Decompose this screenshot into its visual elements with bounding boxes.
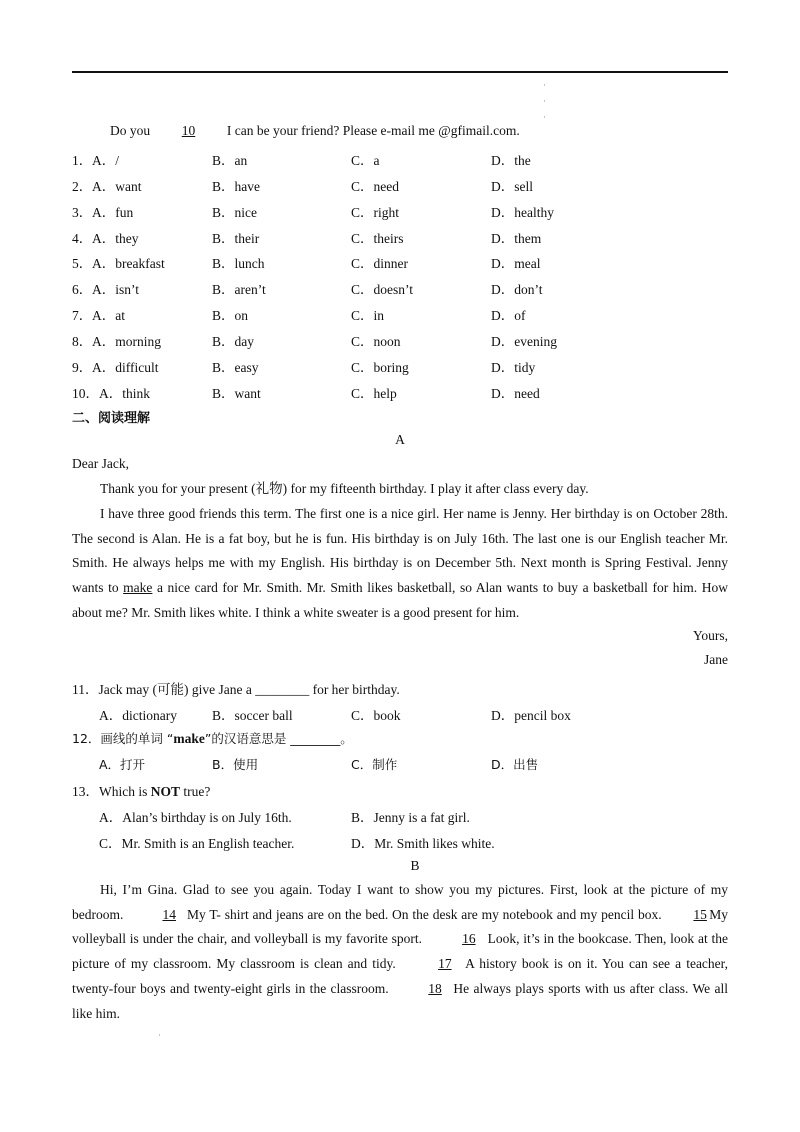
option-c: C．help [351, 386, 397, 401]
option-d: D．meal [491, 256, 541, 271]
option-d: D．of [491, 308, 526, 323]
decor-dot: · [543, 96, 546, 106]
question-number: 4． [72, 231, 93, 246]
stem-bold: NOT [150, 784, 181, 799]
option-a: A．dictionary [99, 708, 177, 723]
section-heading: 二、阅读理解 [72, 411, 151, 426]
paragraph-text: Hi, I’m Gina. Glad to see you again. Today I want to show you my pictures. First, look at the picture of my bedroom. [72, 882, 728, 922]
question-number: 8． [72, 334, 93, 349]
stem-bold: make [173, 731, 205, 746]
option-b: B．easy [212, 360, 259, 375]
option-c: C．right [351, 205, 400, 220]
paragraph-text: a nice card for Mr. Smith. Mr. Smith likes basketball, so Alan wants to buy a basketball for him. How about me? Mr. Smith likes white. I think a white sweater is a good present for him. [72, 580, 728, 620]
passage-b-label: B [410, 858, 420, 873]
option-a: A．difficult [92, 360, 159, 375]
option-b: B．lunch [212, 256, 265, 271]
option-d: D．evening [491, 334, 557, 349]
option-b: B．an [212, 153, 248, 168]
cloze-blank-15: 15 [693, 906, 707, 922]
cloze-blank-16: 16 [462, 931, 476, 947]
option-c: C．boring [351, 360, 409, 375]
option-c: C．theirs [351, 231, 404, 246]
option-d: D．healthy [491, 205, 554, 220]
option-a: A．morning [92, 334, 161, 349]
stem-text: 13．Which is [72, 784, 151, 799]
option-c: C．a [351, 153, 380, 168]
option-d: D．出售 [491, 757, 539, 772]
paragraph-text: A history book is on it. You can see a teacher, twenty-four boys and twenty-eight girls in the classroom. [72, 956, 728, 996]
question-number: 7． [72, 308, 93, 323]
paragraph-text: Look, it’s in the bookcase. Then, look at the picture of my classroom. My classroom is clean and tidy. [72, 931, 728, 972]
option-a: A．isn’t [92, 282, 140, 297]
question-12-stem [72, 729, 353, 747]
passage-a-paragraph-2 [72, 502, 728, 626]
option-b: B．Jenny is a fat girl. [351, 810, 470, 825]
option-d: D．them [491, 231, 542, 246]
stem-text: 12．画线的单词 “ [72, 731, 174, 746]
option-b: B．on [212, 308, 249, 323]
option-c: C．Mr. Smith is an English teacher. [99, 836, 295, 851]
option-c: C．in [351, 308, 385, 323]
question-13-stem [72, 780, 210, 800]
option-a: A．fun [92, 205, 134, 220]
letter-closing: Yours, [692, 628, 728, 643]
question-number: 6． [72, 282, 93, 297]
paragraph-text: He always plays sports with us after class. We all like him. [72, 980, 728, 1021]
option-d: D．tidy [491, 360, 536, 375]
decor-dot: · [543, 80, 546, 90]
option-c: C．doesn’t [351, 282, 414, 297]
cloze-blank-17: 17 [438, 956, 452, 972]
option-c: C．dinner [351, 256, 408, 271]
stem-text: ”的汉语意思是 ________。 [204, 731, 353, 746]
option-d: D．Mr. Smith likes white. [351, 836, 495, 851]
question-11-stem: 11．Jack may (可能) give Jane a ________ for her birthday. [72, 682, 400, 697]
option-b: B．their [212, 231, 260, 246]
paragraph-text: My T- shirt and jeans are on the bed. On the desk are my notebook and my pencil box. [183, 906, 666, 922]
cloze-blank-10: 10 [181, 123, 196, 138]
stem-text: true? [180, 784, 211, 799]
question-number: 5． [72, 256, 93, 271]
option-a: A．/ [92, 153, 119, 168]
option-b: B．使用 [212, 757, 259, 772]
letter-signature: Jane [704, 652, 728, 667]
option-b: B．want [212, 386, 261, 401]
paragraph-text: My volleyball is under the chair, and volleyball is my favorite sport. [72, 906, 728, 947]
option-c: C．noon [351, 334, 401, 349]
question-number: 3． [72, 205, 93, 220]
header-rule [72, 71, 728, 73]
cloze-blank-18: 18 [428, 980, 442, 996]
option-c: C．制作 [351, 757, 398, 772]
option-a: A．at [92, 308, 125, 323]
paragraph-text: I have three good friends this term. The first one is a nice girl. Her name is Jenny. Her birthday is on October 28th. The second is Alan. He is a fat boy, but he is fun. His birthday is on July 16th. The last one is our English teacher Mr. Smith. He always helps me with my English. His birthday is on December 5th. Next month is Spring Festival. Jenny wants to [72, 506, 728, 596]
cloze-tail-post: I can be your friend? Please e-mail me @gfimail.com. [223, 123, 520, 138]
cloze-blank-14: 14 [162, 906, 176, 922]
option-b: B．have [212, 179, 260, 194]
question-number: 2． [72, 179, 93, 194]
decor-dot: · [543, 112, 546, 122]
cloze-tail-line [110, 123, 520, 139]
option-d: D．don’t [491, 282, 543, 297]
passage-b-paragraph [72, 878, 728, 1026]
passage-a-label: A [395, 432, 405, 447]
cloze-tail-pre: Do you [110, 123, 154, 138]
option-b: B．nice [212, 205, 257, 220]
underlined-word: make [123, 580, 153, 596]
option-a: A．want [92, 179, 142, 194]
option-c: C．need [351, 179, 399, 194]
decor-dot: · [158, 1030, 161, 1040]
letter-greeting: Dear Jack, [72, 456, 129, 471]
option-a: A．打开 [99, 757, 146, 772]
option-a: A．breakfast [92, 256, 165, 271]
option-d: D．need [491, 386, 540, 401]
option-a: A．think [99, 386, 151, 401]
option-d: D．pencil box [491, 708, 571, 723]
option-b: B．soccer ball [212, 708, 293, 723]
option-a: A．they [92, 231, 139, 246]
option-c: C．book [351, 708, 401, 723]
option-b: B．aren’t [212, 282, 266, 297]
option-d: D．the [491, 153, 531, 168]
option-a: A．Alan’s birthday is on July 16th. [99, 810, 292, 825]
question-number: 10． [72, 386, 99, 401]
passage-a-paragraph-1: Thank you for your present (礼物) for my fifteenth birthday. I play it after class every day. [100, 481, 589, 496]
question-number: 1． [72, 153, 93, 168]
option-d: D．sell [491, 179, 533, 194]
question-number: 9． [72, 360, 93, 375]
option-b: B．day [212, 334, 254, 349]
